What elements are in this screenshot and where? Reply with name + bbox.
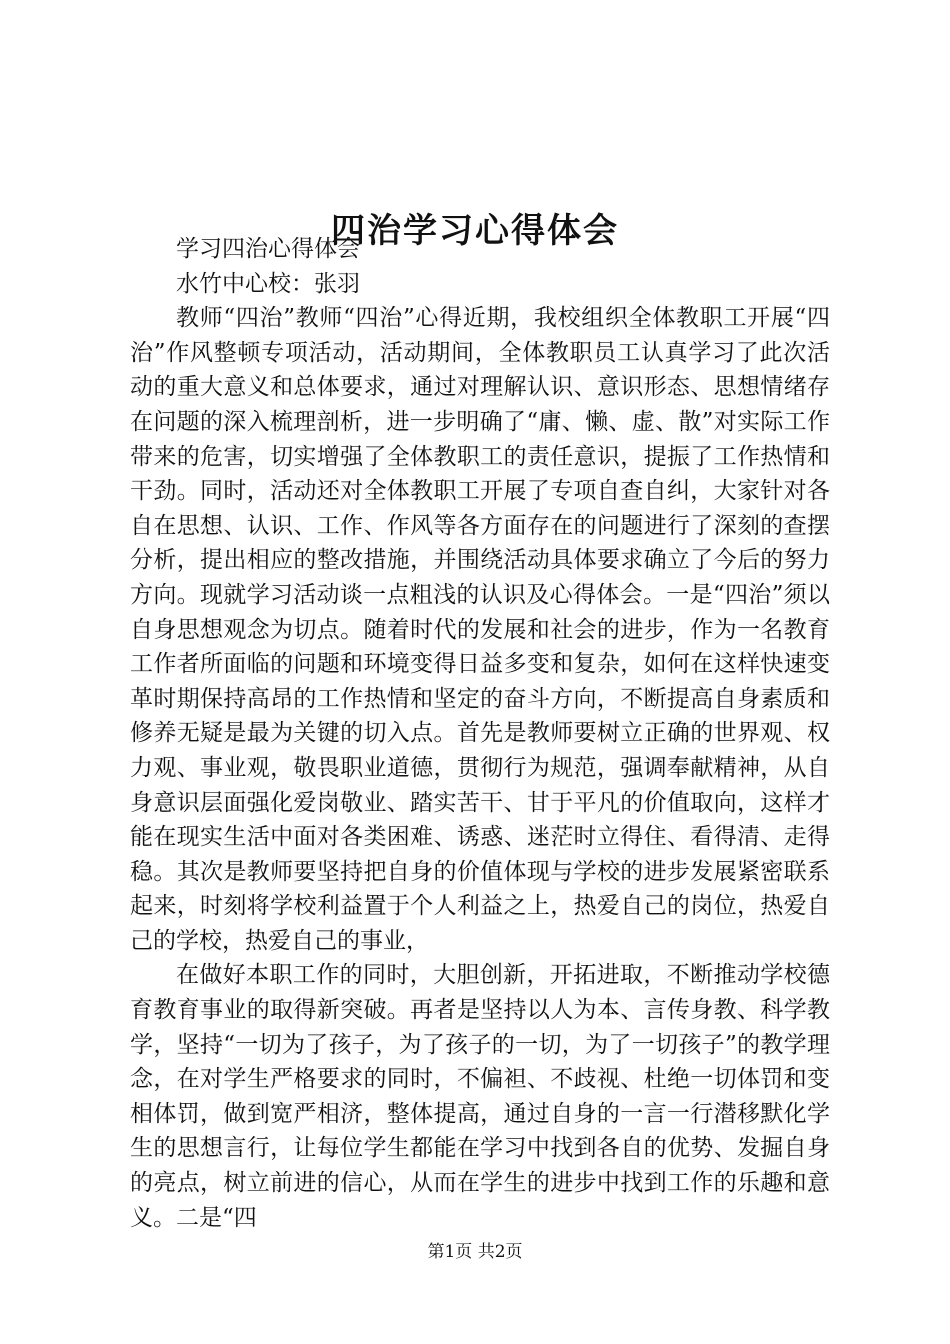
body-paragraph: 在做好本职工作的同时，大胆创新，开拓进取，不断推动学校德育教育事业的取得新突破。再者是坚持以人为本、言传身教、科学教学，坚持“一切为了孩子，为了孩子的一切，为了一切孩子”的教学理念，在对学生严格要求的同时，不偏袒、不歧视、杜绝一切体罚和变相体罚，做到宽严相济，整体提高，通过自身的一言一行潜移默化学生的思想言行，让每位学生都能在学习中找到各自的优势、发掘自身的亮点，树立前进的信心，从而在学生的进步中找到工作的乐趣和意义。二是“四 [130, 962, 830, 1231]
subtitle-line: 学习四治心得体会 [176, 236, 360, 262]
page-footer: 第1页 共2页 [427, 1242, 523, 1262]
body-paragraph: 教师“四治”教师“四治”心得近期，我校组织全体教职工开展“四治”作风整顿专项活动，活动期间，全体教职员工认真学习了此次活动的重大意义和总体要求，通过对理解认识、意识形态、思想情绪存在问题的深入梳理剖析，进一步明确了“庸、懒、虚、散”对实际工作带来的危害，切实增强了全体教职工的责任意识，提振了工作热情和干劲。同时，活动还对全体教职工开展了专项自查自纠，大家针对各自在思想、认识、工作、作风等各方面存在的问题进行了深刻的查摆分析，提出相应的整改措施，并围绕活动具体要求确立了今后的努力方向。现就学习活动谈一点粗浅的认识及心得体会。一是“四治”须以自身思想观念为切点。随着时代的发展和社会的进步，作为一名教育工作者所面临的问题和环境变得日益多变和复杂，如何在这样快速变革时期保持高昂的工作热情和坚定的奋斗方向，不断提高自身素质和修养无疑是最为关键的切入点。首先是教师要树立正确的世界观、权力观、事业观，敬畏职业道德，贯彻行为规范，强调奉献精神，从自身意识层面强化爱岗敬业、踏实苦干、甘于平凡的价值取向，这样才能在现实生活中面对各类困难、诱惑、迷茫时立得住、看得清、走得稳。其次是教师要坚持把自身的价值体现与学校的进步发展紧密联系起来，时刻将学校利益置于个人利益之上，热爱自己的岗位，热爱自己的学校，热爱自己的事业， [130, 305, 830, 954]
author-line: 水竹中心校：张羽 [176, 270, 360, 297]
document-title: 四治学习心得体会 [331, 210, 619, 251]
document-body [130, 232, 830, 1235]
